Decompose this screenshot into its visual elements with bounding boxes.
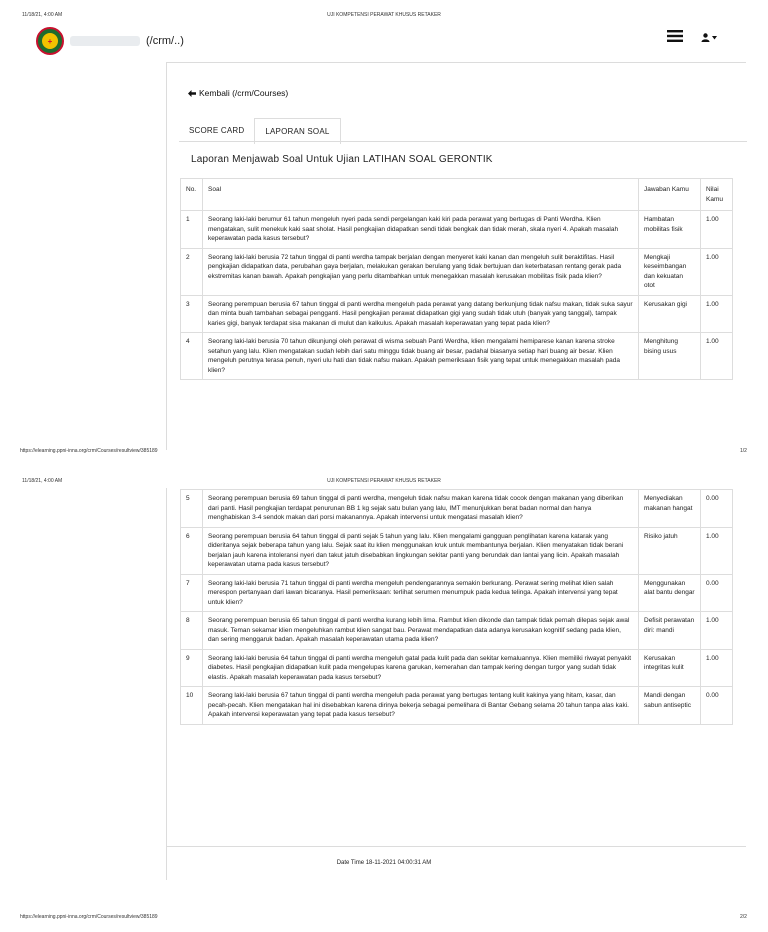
row-no: 2 — [181, 248, 203, 295]
table-header-row — [181, 179, 733, 211]
report-table-continued — [180, 489, 733, 725]
row-nilai: 0.00 — [701, 574, 733, 612]
site-brand[interactable] — [36, 27, 184, 55]
caret-down-icon — [712, 36, 717, 40]
tab-score-card[interactable]: SCORE CARD — [189, 126, 245, 135]
row-nilai: 1.00 — [701, 649, 733, 687]
row-soal: Seorang laki-laki berusia 70 tahun dikunjungi oleh perawat di wisma sebuah Panti Werdha, klien mengalami hemiparese kanan karena stroke setahun yang lalu. Klien mengatakan sudah lebih dari satu minggu tidak buang air besar, padahal biasanya setiap hari buang air besar. Klien mengeluh perutnya terasa penuh, nyeri ulu hati dan tidak nafsu makan. Apakah pemeriksaan fisik yang tepat untuk menegakkan masalah pada klien? — [203, 333, 639, 380]
user-menu[interactable] — [701, 33, 717, 42]
row-jawaban: Menghitung bising usus — [639, 333, 701, 380]
col-header-jawaban: Jawaban Kamu — [639, 179, 701, 211]
table-row — [181, 333, 733, 380]
row-jawaban: Mandi dengan sabun antiseptic — [639, 687, 701, 725]
table-row — [181, 612, 733, 650]
print-date: 11/18/21, 4:00 AM — [22, 12, 63, 18]
table-row — [181, 527, 733, 574]
report-title: Laporan Menjawab Soal Untuk Ujian LATIHAN SOAL GERONTIK — [191, 154, 493, 165]
row-nilai: 0.00 — [701, 687, 733, 725]
print-page-number: 2/2 — [740, 914, 747, 920]
row-nilai: 1.00 — [701, 248, 733, 295]
row-jawaban: Mengkaji keseimbangan dan kekuatan otot — [639, 248, 701, 295]
tab-laporan-soal[interactable]: LAPORAN SOAL — [254, 118, 340, 144]
brand-suffix: (/crm/..) — [146, 35, 184, 47]
row-soal: Seorang laki-laki berumur 61 tahun mengeluh nyeri pada sendi pergelangan kaki kiri pada perawat yang bertugas di Panti Werdha. Klien mengatakan, sulit menekuk kaki saat sholat. Hasil pengkajian didapatkan sendi tidak bengkak dan tidak merah, skala nyeri 4. Apakah masalah keperawatan pada kasus tersebut? — [203, 211, 639, 249]
table-row — [181, 687, 733, 725]
row-jawaban: Menyediakan makanan hangat — [639, 490, 701, 528]
row-nilai: 1.00 — [701, 295, 733, 333]
table-row — [181, 248, 733, 295]
print-date: 11/18/21, 4:00 AM — [22, 478, 63, 484]
table-row — [181, 295, 733, 333]
table-row — [181, 649, 733, 687]
row-soal: Seorang perempuan berusia 69 tahun tinggal di panti werdha, mengeluh tidak nafsu makan karena tidak cocok dengan makanan yang diberikan dari panti. Hasil pengkajian terdapat penurunan BB 1 kg sejak satu bulan yang lalu, IMT menunjukkan berat badan normal dan hanya menghabiskan 3-4 sendok makan dari porsi makanannya. Apakah intervensi untuk mengatasi masalah klien? — [203, 490, 639, 528]
table-row — [181, 574, 733, 612]
row-jawaban: Risiko jatuh — [639, 527, 701, 574]
row-no: 9 — [181, 649, 203, 687]
row-jawaban: Menggunakan alat bantu dengar — [639, 574, 701, 612]
back-link[interactable] — [188, 88, 288, 98]
col-header-soal: Soal — [203, 179, 639, 211]
row-jawaban: Kerusakan integritas kulit — [639, 649, 701, 687]
row-no: 7 — [181, 574, 203, 612]
row-no: 1 — [181, 211, 203, 249]
row-nilai: 1.00 — [701, 211, 733, 249]
logo-icon: + — [36, 27, 64, 55]
print-url: https://elearning.ppni-inna.org/crm/Courses/resultview/385189 — [20, 914, 158, 920]
print-doc-title: UJI KOMPETENSI PERAWAT KHUSUS RETAKER — [327, 12, 441, 18]
row-nilai: 1.00 — [701, 333, 733, 380]
row-no: 4 — [181, 333, 203, 380]
row-jawaban: Hambatan mobilitas fisik — [639, 211, 701, 249]
row-no: 5 — [181, 490, 203, 528]
row-soal: Seorang laki-laki berusia 72 tahun tinggal di panti werdha tampak berjalan dengan menyeret kaki kanan dan mengeluh sulit beraktifitas. Hasil pengkajian didapatkan data, perubahan gaya berjalan, melakukan gerakan berulang yang tidak bertujuan dan keterbatasan rentang gerak pada ekstremitas kanan bawah. Apakah pengkajian yang perlu ditambahkan untuk menegakkan masalah kerusakan mobilitas fisik pada klien? — [203, 248, 639, 295]
row-soal: Seorang laki-laki berusia 71 tahun tinggal di panti werdha mengeluh pendengarannya semakin berkurang. Perawat sering melihat klien salah merespon pertanyaan dari lawan bicaranya. Hasil pemeriksaan: terlihat serumen menumpuk pada kedua telinga. Apakah intervensi yang tepat untuk klien? — [203, 574, 639, 612]
report-table — [180, 178, 733, 380]
col-header-nilai: Nilai Kamu — [701, 179, 733, 211]
hamburger-icon[interactable] — [667, 29, 683, 46]
row-nilai: 0.00 — [701, 490, 733, 528]
footer-datetime: Date Time 18-11-2021 04:00:31 AM — [336, 860, 432, 866]
row-soal: Seorang perempuan berusia 64 tahun tinggal di panti sejak 5 tahun yang lalu. Klien mengalami gangguan penglihatan karena katarak yang dideritanya sejak beberapa tahun yang lalu. Sejak saat itu klien menggunakan kruk untuk membantunya berjalan. Klien menyatakan tidak berani berjalan jauh karena intoleransi nyeri dan takut jatuh disebabkan lingkungan sekitar panti yang berundak dan lantai yang licin. Apakah masalah keperawatan utama pada kasus tersebut? — [203, 527, 639, 574]
row-soal: Seorang perempuan berusia 65 tahun tinggal di panti werdha kurang lebih lima. Rambut klien dikonde dan tampak tidak pernah dilepas sejak awal masuk. Teman sekamar klien mengeluhkan rambut klien sangat bau. Perawat mendapatkan data adanya kerusakan kognitif sedang pada klien, dan sering menggaruk badan. Apakah masalah keperawatan utama pada klien? — [203, 612, 639, 650]
back-link-label: Kembali (/crm/Courses) — [199, 88, 289, 98]
row-nilai: 1.00 — [701, 527, 733, 574]
col-header-no: No. — [181, 179, 203, 211]
table-row — [181, 490, 733, 528]
print-page-number: 1/2 — [740, 448, 747, 454]
row-no: 6 — [181, 527, 203, 574]
row-no: 8 — [181, 612, 203, 650]
row-jawaban: Defisit perawatan diri: mandi — [639, 612, 701, 650]
table-row — [181, 211, 733, 249]
row-soal: Seorang laki-laki berusia 67 tahun tinggal di panti werdha mengeluh pada perawat yang bertugas tentang kulit kakinya yang hitam, kasar, dan pecah-pecah. Klien mengatakan hal ini disebabkan karena dirinya bekerja sebagai pemelihara di Bantar Gebang selama 20 tahun tanpa alas kaki. Apakah intervensi keperawatan yang tepat pada kasus tersebut? — [203, 687, 639, 725]
row-no: 10 — [181, 687, 203, 725]
row-no: 3 — [181, 295, 203, 333]
row-jawaban: Kerusakan gigi — [639, 295, 701, 333]
print-url: https://elearning.ppni-inna.org/crm/Courses/resultview/385189 — [20, 448, 158, 454]
row-soal: Seorang laki-laki berusia 64 tahun tinggal di panti werdha mengeluh gatal pada kulit pada dan sekitar kemaluannya. Klien memiliki riwayat penyakit diabetes. Hasil pengkajian didapatkan kulit pada mengelupas karena garukan, kemerahan dan tampak kering dengan turgor yang sudah tidak elastis. Apakah masalah keperawatan pada kasus tersebut? — [203, 649, 639, 687]
row-nilai: 1.00 — [701, 612, 733, 650]
user-icon — [701, 33, 710, 42]
brand-name-blurred — [70, 36, 140, 46]
print-doc-title: UJI KOMPETENSI PERAWAT KHUSUS RETAKER — [327, 478, 441, 484]
row-soal: Seorang perempuan berusia 67 tahun tinggal di panti werdha mengeluh pada perawat yang datang berkunjung tidak nafsu makan, tidak suka sayur dan minta buah tambahan sebagai pengganti. Hasil pengkajian perawat didapatkan gigi yang sudah tidak utuh (banyak yang tanggal), tampak karies gigi, banyak terdapat sisa makanan di mulut dan kalkulus. Apakah masalah keperawatan yang tepat pada klien? — [203, 295, 639, 333]
arrow-left-icon — [188, 90, 196, 97]
